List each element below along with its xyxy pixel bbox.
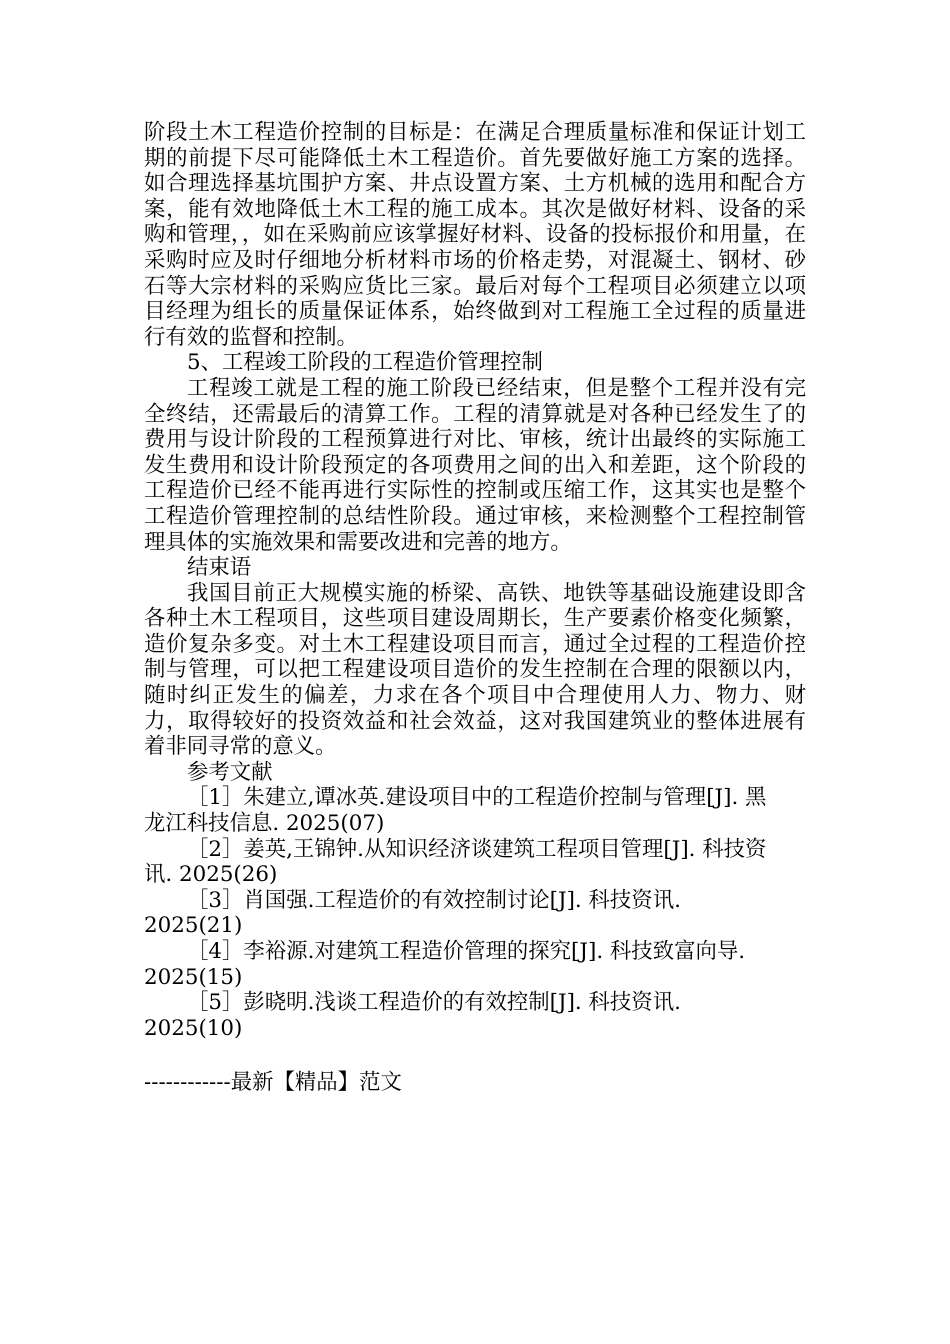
reference-line-1: ［1］朱建立,谭冰英.建设项目中的工程造价控制与管理[J]. 黑 [187,785,767,811]
reference-line-2: 2025(21) [144,913,243,939]
reference-line-1: ［3］肖国强.工程造价的有效控制讨论[J]. 科技资讯. [187,887,681,913]
footer-banner: ------------最新【精品】范文 [144,1070,402,1095]
reference-line-1: ［2］姜英,王锦钟.从知识经济谈建筑工程项目管理[J]. 科技资 [187,836,767,862]
reference-line-2: 2025(10) [144,1015,243,1041]
reference-item [144,785,806,836]
reference-line-1: ［5］彭晓明.浅谈工程造价的有效控制[J]. 科技资讯. [187,990,681,1016]
section-heading-references: 参考文献 [187,759,273,785]
paragraph-conclusion: 我国目前正大规模实施的桥梁、高铁、地铁等基础设施建设即含各种土木工程项目，这些项目建设周期长，生产要素价格变化频繁，造价复杂多变。对土木工程建设项目而言，通过全过程的工程造价控制与管理，可以把工程建设项目造价的发生控制在合理的限额以内，随时纠正发生的偏差，力求在各个项目中合理使用人力、物力、财力，取得较好的投资效益和社会效益，这对我国建筑业的整体进展有着非同寻常的意义。 [144,580,806,760]
reference-line-2: 龙江科技信息. 2025(07) [144,811,385,837]
document-body [144,120,806,1041]
reference-item [144,837,806,888]
paragraph-material-control: 阶段土木工程造价控制的目标是：在满足合理质量标准和保证计划工期的前提下尽可能降低土木工程造价。首先要做好施工方案的选择。如合理选择基坑围护方案、井点设置方案、土方机械的选用和配合方案，能有效地降低土木工程的施工成本。其次是做好材料、设备的采购和管理，，如在采购前应该掌握好材料、设备的投标报价和用量，在采购时应及时仔细地分析材料市场的价格走势，对混凝土、钢材、砂石等大宗材料的采购应货比三家。最后对每个工程项目必须建立以项目经理为组长的质量保证体系，始终做到对工程施工全过程的质量进行有效的监督和控制。 [144,120,806,350]
reference-line-1: ［4］李裕源.对建筑工程造价管理的探究[J]. 科技致富向导. [187,939,746,964]
reference-item [144,990,806,1041]
reference-line-2: 讯. 2025(26) [144,862,278,888]
reference-item [144,888,806,939]
section-heading-completion-stage: 5、工程竣工阶段的工程造价管理控制 [187,350,543,376]
reference-line-2: 2025(15) [144,964,243,990]
paragraph-completion-stage: 工程竣工就是工程的施工阶段已经结束，但是整个工程并没有完全终结，还需最后的清算工作。工程的清算就是对各种已经发生了的费用与设计阶段的工程预算进行对比、审核，统计出最终的实际施工发生费用和设计阶段预定的各项费用之间的出入和差距，这个阶段的工程造价已经不能再进行实际性的控制或压缩工作，这其实也是整个工程造价管理控制的总结性阶段。通过审核，来检测整个工程控制管理具体的实施效果和需要改进和完善的地方。 [144,375,806,555]
reference-list [144,785,806,1041]
section-heading-conclusion: 结束语 [187,555,252,581]
reference-item [144,939,806,990]
